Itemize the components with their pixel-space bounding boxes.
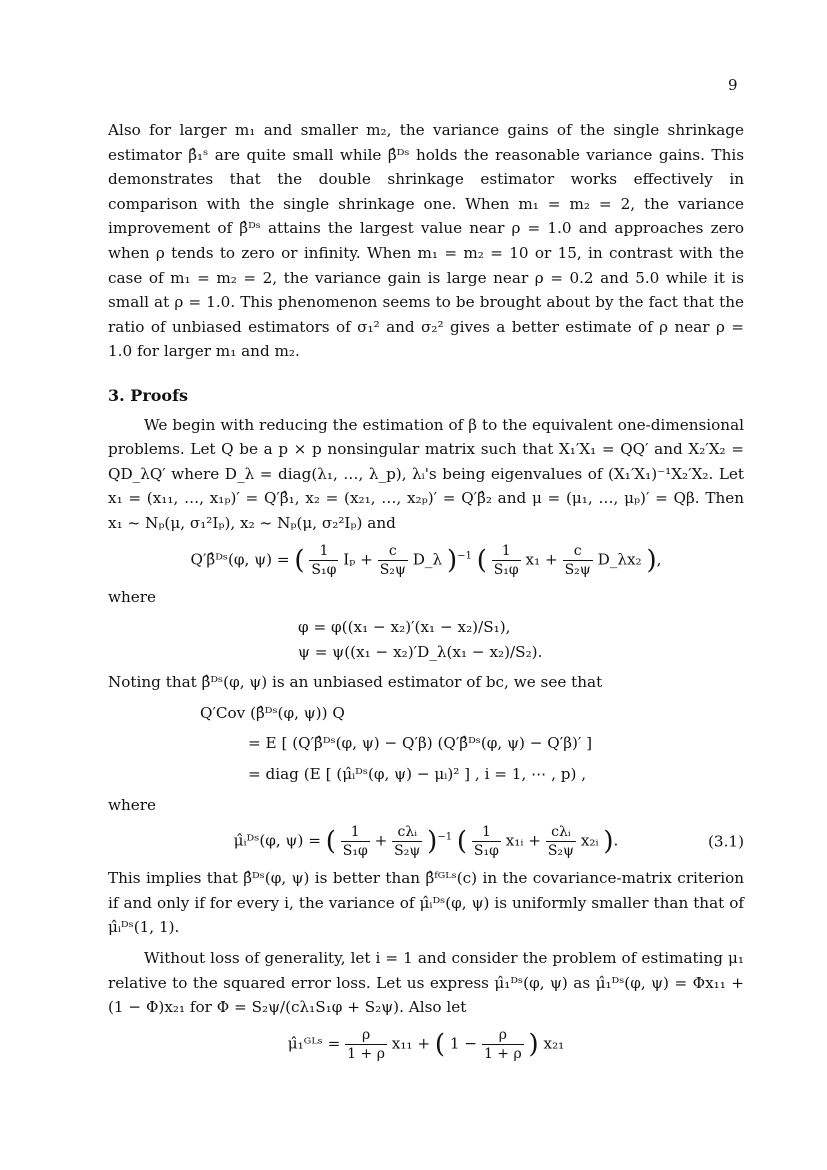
equation-gls: μ̂₁ᴳᴸˢ = $\frac{\rho}{1 + \rho}$ x₁₁ + ( 1 − $\frac{\rho}{1 + \rho}$ ) x₂₁ xyxy=(287,1026,565,1062)
paragraph-unbiased: Noting that β̂ᴰˢ(φ, ψ) is an unbiased estimator of bc, we see that xyxy=(108,673,603,692)
where-label-2: where xyxy=(108,795,157,814)
eq-cov-line1: Q′Cov (β̂ᴰˢ(φ, ψ)) Q xyxy=(200,703,345,722)
equation-3-1: μ̂ᵢᴰˢ(φ, ψ) = ( $\frac{1}{\text{S₁φ}}$ + $\frac{\text{cλᵢ}}{\text{S₂ψ}}$ )$^{-1}$ ( $\frac{1}{\text{S₁φ}}$ x₁ᵢ + $\frac{\text{cλᵢ}}{\text{S₂ψ}}$ x₂ᵢ ). (3.1) xyxy=(233,824,744,860)
paragraph-implication: This implies that β̂ᴰˢ(φ, ψ) is better than β̂ᶠᴳᴸˢ(c) in the covariance-matrix criterion if and only if for every i, the variance of μ̂ᵢᴰˢ(φ, ψ) is uniformly smaller than that of μ̂ᵢᴰˢ(1, 1). xyxy=(108,869,744,937)
equation-q-beta: Q′β̂ᴰˢ(φ, ψ) = ( $\frac{1}{\text{S₁φ}}$ Iₚ + $\frac{c}{\text{S₂ψ}}$ D_λ )$^{-1}$ ( $\frac{1}{\text{S₁φ}}$ x₁ + $\frac{c}{\text{S₂ψ}}$ D_λx₂ ), xyxy=(190,542,662,578)
section-title: Proofs xyxy=(130,385,188,405)
equation-covariance xyxy=(108,701,744,787)
where-label-1: where xyxy=(108,587,157,606)
equation-phi-psi xyxy=(108,615,744,664)
paragraph-reduction: We begin with reducing the estimation of β to the equivalent one-dimensional problems. Let Q be a p × p nonsingular matrix such that X₁′X₁ = QQ′ and X₂′X₂ = QD_λQ′ where D_λ = diag(λ₁, …, λ_p), λᵢ's being eigenvalues of (X₁′X₁)⁻¹X₂′X₂. Let x₁ = (x₁₁, …, x₁ₚ)′ = Q′β̂₁, x₂ = (x₂₁, …, x₂ₚ)′ = Q′β̂₂ and μ = (μ₁, …, μₚ)′ = Qβ. Then x₁ ~ Nₚ(μ, σ₁²Iₚ), x₂ ~ Nₚ(μ, σ₂²Iₚ) and xyxy=(108,415,744,532)
page-body xyxy=(108,118,744,1069)
paragraph-results: Also for larger m₁ and smaller m₂, the variance gains of the single shrinkage estimator β̂₁ˢ are quite small while β̂ᴰˢ holds the reasonable variance gains. This demonstrates that the double shrinkage estimator works effectively in comparison with the single shrinkage one. When m₁ = m₂ = 2, the variance improvement of β̂ᴰˢ attains the largest value near ρ = 1.0 and approaches zero when ρ tends to zero or infinity. When m₁ = m₂ = 10 or 15, in contrast with the case of m₁ = m₂ = 2, the variance gain is large near ρ = 0.2 and 5.0 while it is small at ρ = 1.0. This phenomenon seems to be brought about by the fact that the ratio of unbiased estimators of σ₁² and σ₂² gives a better estimate of ρ near ρ = 1.0 for larger m₁ and m₂. xyxy=(108,121,744,361)
eq-phi: φ = φ((x₁ − x₂)′(x₁ − x₂)/S₁), xyxy=(298,618,511,637)
equation-number: (3.1) xyxy=(707,832,744,851)
eq-cov-line3: = diag (E [ (μ̂ᵢᴰˢ(φ, ψ) − μᵢ)² ] , i = 1, ⋯ , p) , xyxy=(248,765,587,784)
section-heading xyxy=(108,384,744,409)
section-number: 3. xyxy=(108,385,125,405)
page-number: 9 xyxy=(728,76,738,94)
eq1-lhs: Q′β̂ᴰˢ(φ, ψ) = xyxy=(190,550,290,568)
eq-cov-line2: = E [ (Q′β̂ᴰˢ(φ, ψ) − Q′β) (Q′β̂ᴰˢ(φ, ψ) − Q′β)′ ] xyxy=(248,734,593,753)
eq-psi: ψ = ψ((x₁ − x₂)′D_λ(x₁ − x₂)/S₂). xyxy=(298,642,543,661)
paragraph-generality: Without loss of generality, let i = 1 and consider the problem of estimating μ₁ relative to the squared error loss. Let us express μ̂₁ᴰˢ(φ, ψ) as μ̂₁ᴰˢ(φ, ψ) = Φx₁₁ + (1 − Φ)x₂₁ for Φ = S₂ψ/(cλ₁S₁φ + S₂ψ). Also let xyxy=(108,949,744,1017)
